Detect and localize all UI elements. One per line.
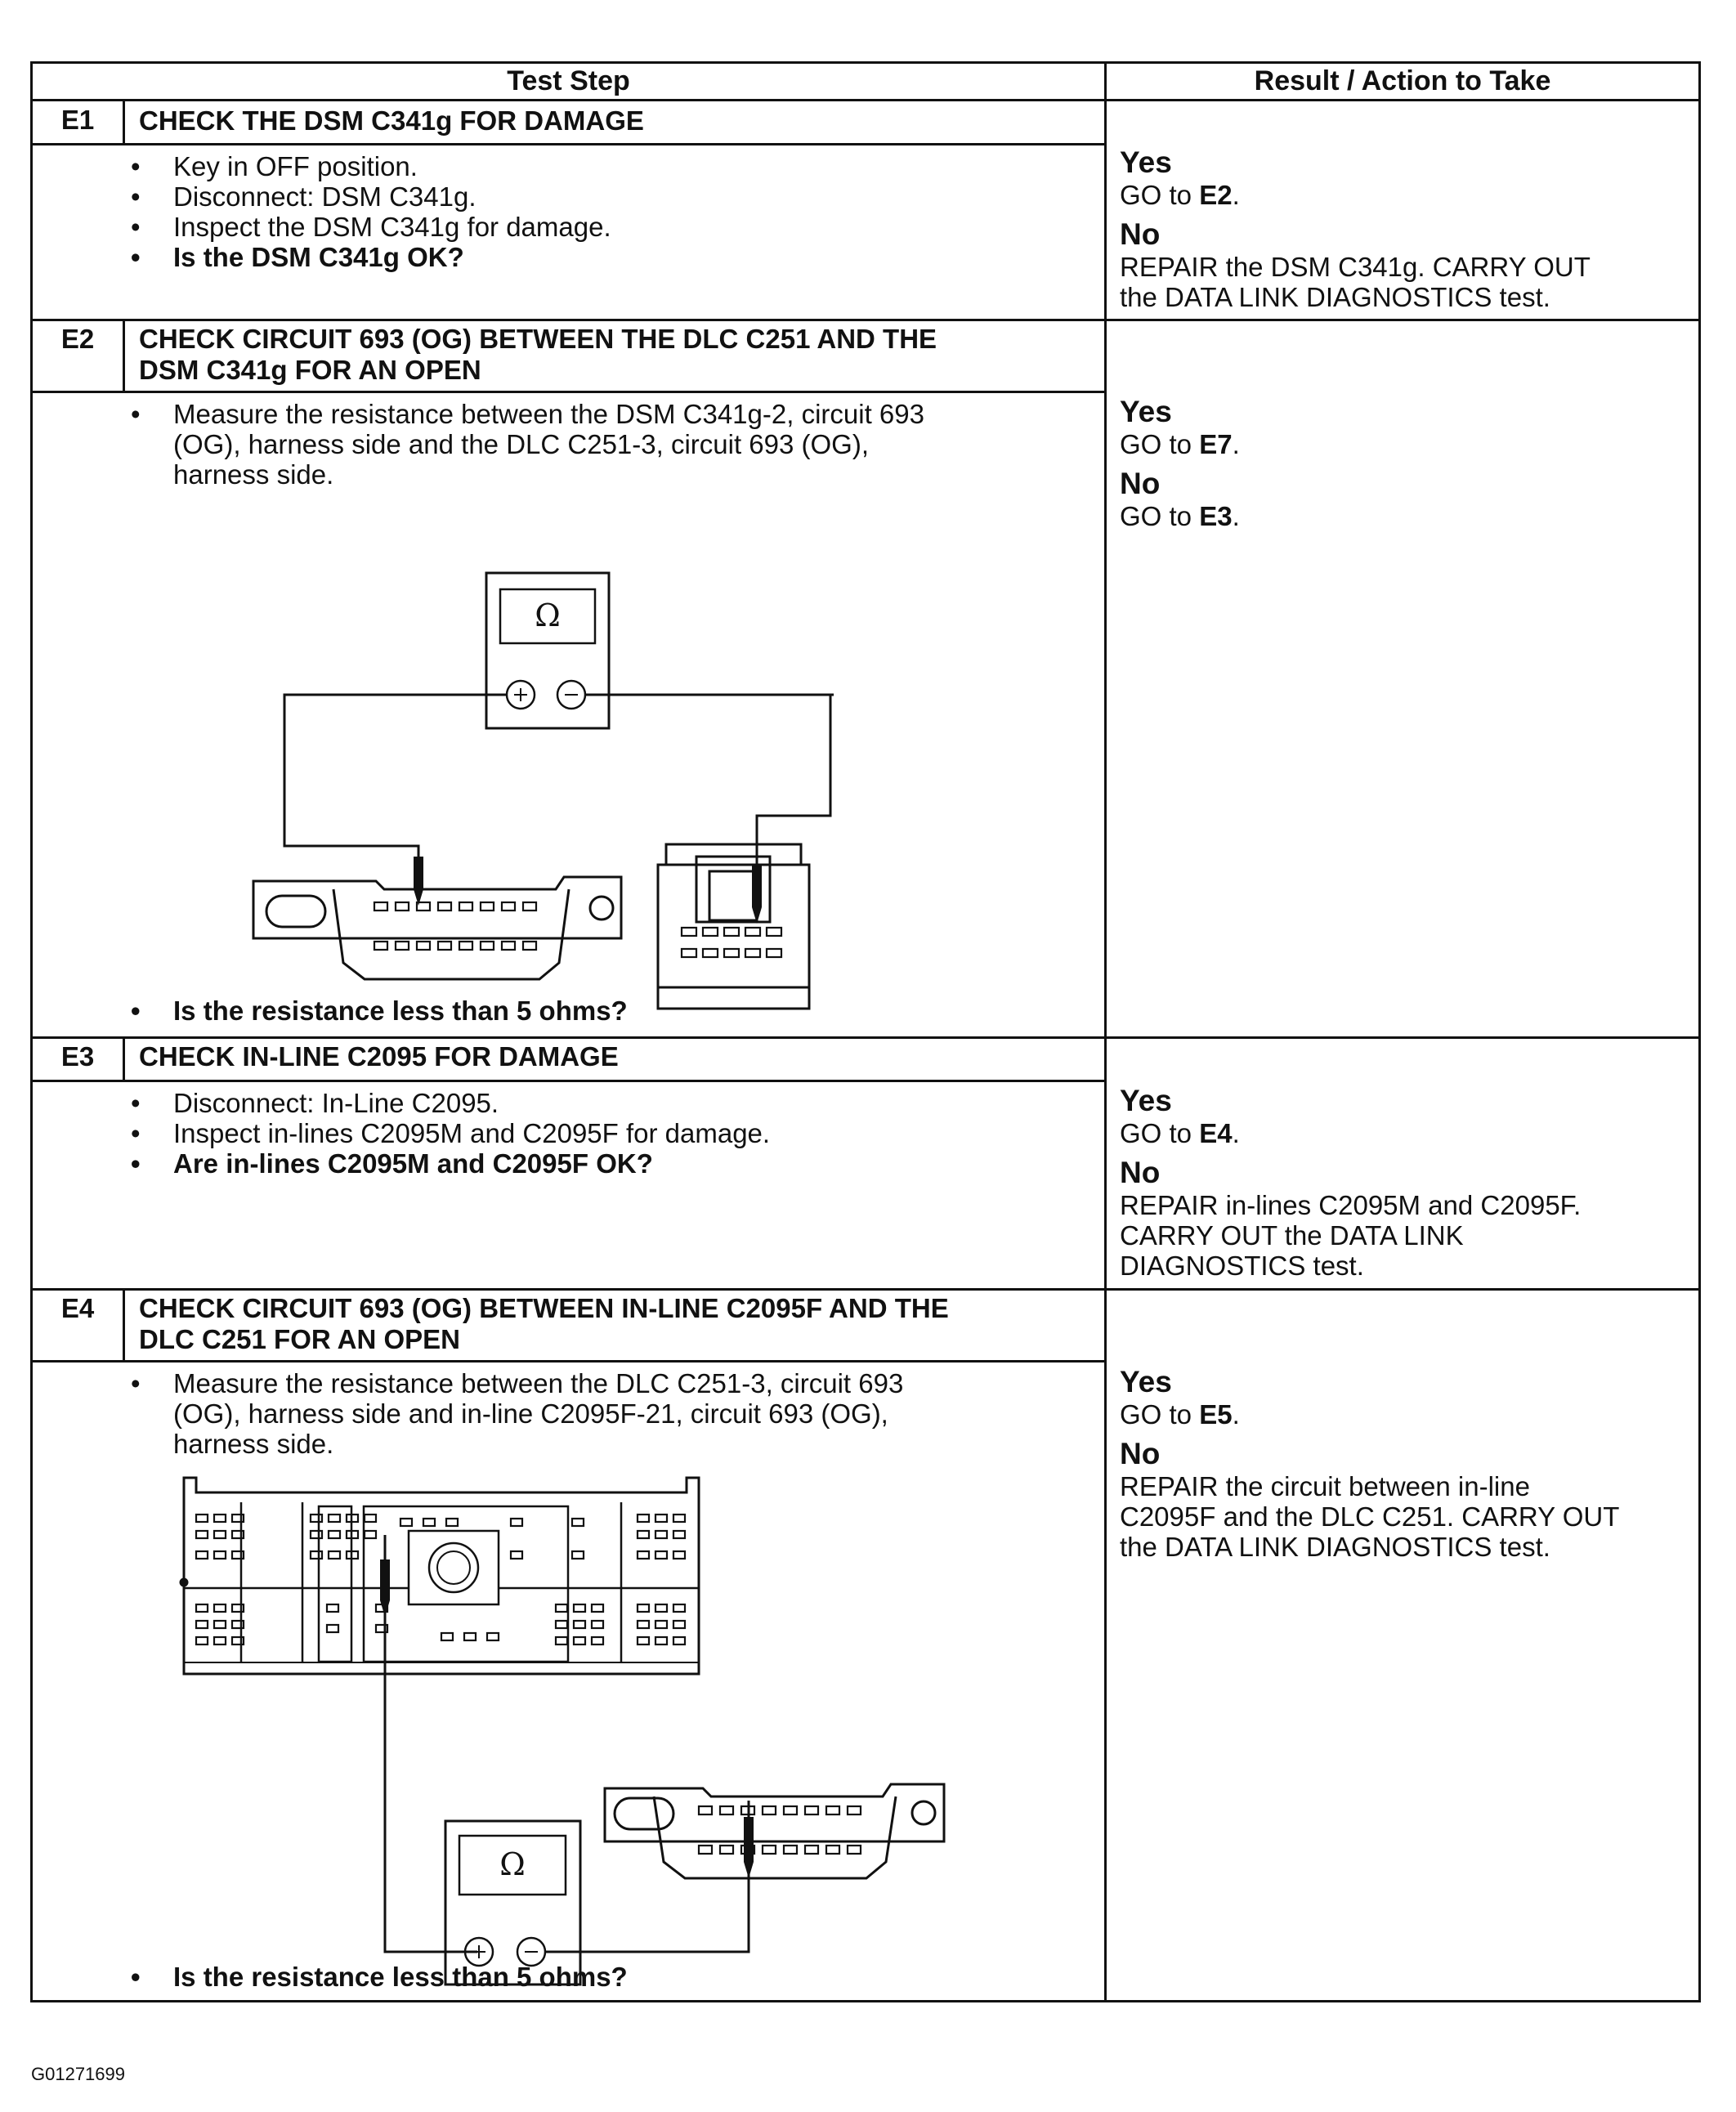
step-bullets: • Disconnect: In-Line C2095. • Inspect in-lines C2095M and C2095F for damage. • Are in-lines C2095M and C2095F OK?: [123, 1088, 770, 1179]
no-label: No: [1120, 1156, 1161, 1189]
e2-title-rule: [33, 391, 1104, 393]
step-question: • Is the resistance less than 5 ohms?: [123, 996, 628, 1026]
step-question: • Is the resistance less than 5 ohms?: [123, 1962, 628, 1992]
step-question: • Is the DSM C341g OK?: [123, 242, 611, 272]
probe-tip: [380, 1559, 390, 1617]
ohm-symbol: Ω: [499, 1846, 526, 1882]
probe-tip: [414, 857, 423, 906]
step-id: E3: [60, 1041, 95, 1072]
column-divider: [1104, 64, 1107, 2001]
figure-id: G01271699: [31, 2064, 125, 2084]
step-bullets: • Measure the resistance between the DLC C251-3, circuit 693 (OG), harness side and in-line C2095F-21, circuit 693 (OG), harness side.: [123, 1368, 903, 1459]
e3-end-rule: [33, 1288, 1701, 1291]
no-label: No: [1120, 1437, 1161, 1470]
no-action: GO to E3.: [1120, 501, 1240, 531]
step-title: DLC C251 FOR AN OPEN: [139, 1324, 461, 1354]
e4-title-rule: [33, 1360, 1104, 1363]
test-step-table: [30, 61, 1701, 2002]
e3-title-rule: [33, 1080, 1104, 1082]
e2-end-rule: [33, 1036, 1701, 1039]
yes-label: Yes: [1120, 395, 1172, 428]
ohm-symbol: Ω: [535, 597, 561, 633]
step-question: • Are in-lines C2095M and C2095F OK?: [123, 1148, 770, 1179]
header-rule: [33, 99, 1701, 101]
yes-label: Yes: [1120, 145, 1172, 179]
e2-resistance-diagram: [196, 505, 834, 1012]
yes-action: GO to E5.: [1120, 1399, 1240, 1430]
step-title: CHECK CIRCUIT 693 (OG) BETWEEN THE DLC C251 AND THE: [139, 324, 937, 354]
yes-label: Yes: [1120, 1084, 1172, 1117]
e1-title-rule: [33, 143, 1104, 145]
no-label: No: [1120, 217, 1161, 251]
ohmmeter: [445, 1821, 580, 1984]
step-bullets: • Key in OFF position. • Disconnect: DSM C341g. • Inspect the DSM C341g for damage. • Is the DSM C341g OK?: [123, 151, 611, 272]
step-title: CHECK THE DSM C341g FOR DAMAGE: [139, 105, 644, 136]
step-id: E2: [60, 324, 95, 354]
no-action-line: the DATA LINK DIAGNOSTICS test.: [1120, 282, 1550, 312]
ohmmeter: [486, 573, 609, 728]
probe-tip: [752, 865, 762, 924]
no-label: No: [1120, 467, 1161, 500]
yes-label: Yes: [1120, 1365, 1172, 1398]
probe-tip: [744, 1817, 754, 1878]
no-action-line: REPAIR the circuit between in-line: [1120, 1471, 1530, 1501]
step-title: DSM C341g FOR AN OPEN: [139, 355, 481, 385]
header-test-step: Test Step: [507, 65, 630, 96]
step-id: E1: [60, 105, 95, 135]
yes-action: GO to E7.: [1120, 429, 1240, 459]
no-action-line: C2095F and the DLC C251. CARRY OUT: [1120, 1501, 1620, 1532]
step-title: CHECK IN-LINE C2095 FOR DAMAGE: [139, 1041, 619, 1072]
e1-end-rule: [33, 319, 1701, 321]
no-action-line: CARRY OUT the DATA LINK: [1120, 1220, 1464, 1251]
no-action-line: the DATA LINK DIAGNOSTICS test.: [1120, 1532, 1550, 1562]
no-action-line: REPAIR the DSM C341g. CARRY OUT: [1120, 252, 1591, 282]
header-result-action: Result / Action to Take: [1254, 65, 1551, 96]
step-bullets: • Measure the resistance between the DSM C341g-2, circuit 693 (OG), harness side and the DLC C251-3, circuit 693 (OG), harness side.: [123, 399, 924, 490]
yes-action: GO to E2.: [1120, 180, 1240, 210]
no-action-line: REPAIR in-lines C2095M and C2095F.: [1120, 1190, 1582, 1220]
e4-resistance-diagram: [163, 1470, 981, 1993]
yes-action: GO to E4.: [1120, 1118, 1240, 1148]
step-id: E4: [60, 1293, 95, 1323]
step-title: CHECK CIRCUIT 693 (OG) BETWEEN IN-LINE C2095F AND THE: [139, 1293, 949, 1323]
no-action-line: DIAGNOSTICS test.: [1120, 1251, 1364, 1281]
